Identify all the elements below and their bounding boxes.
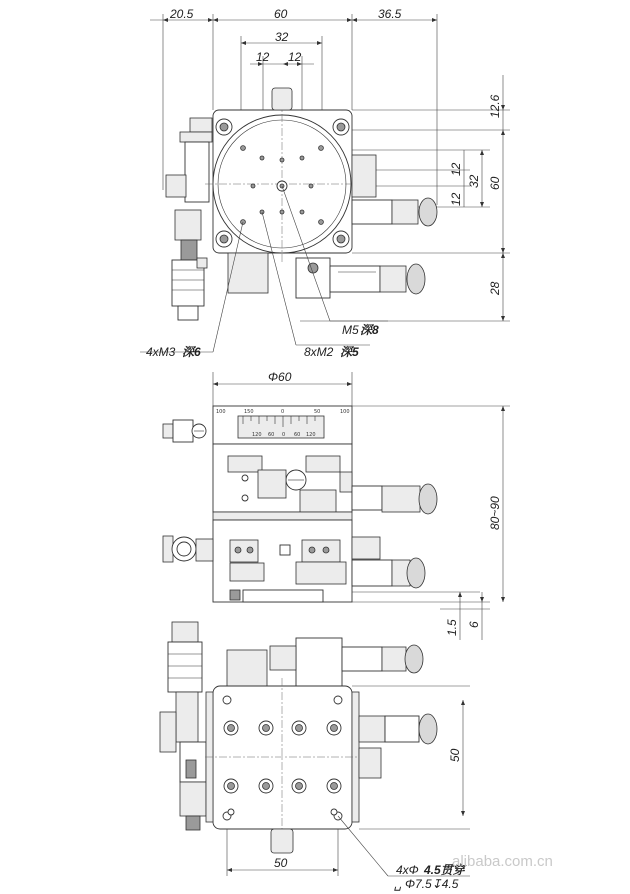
- dim-60-right: 60: [488, 176, 502, 190]
- dim-32-pattern: 32: [275, 30, 289, 44]
- scale-bot-tick-3: 60: [294, 432, 301, 438]
- dim-1-5: 1.5: [445, 619, 459, 636]
- dim-12-a: 12: [449, 162, 463, 176]
- dim-28-right: 28: [488, 281, 502, 295]
- watermark: alibaba.com.cn: [452, 853, 553, 870]
- dim-50-bottom: 50: [274, 856, 288, 870]
- scale-top-tick-3: 50: [314, 409, 321, 415]
- dim-12-6: 12.6: [488, 94, 502, 118]
- bottom-view: [160, 622, 470, 891]
- callout-through-hole-size: 4.5贯穿: [424, 863, 465, 877]
- front-view: [163, 370, 510, 640]
- dim-12-left: 12: [256, 50, 270, 64]
- top-view: [140, 7, 510, 359]
- dim-12-right: 12: [288, 50, 302, 64]
- dim-6: 6: [467, 621, 481, 628]
- callout-m5: M5: [342, 323, 359, 337]
- callout-through-hole: 4xΦ: [396, 863, 419, 877]
- dim-36-5: 36.5: [378, 7, 402, 21]
- scale-top-tick-4: 100: [340, 409, 350, 415]
- dim-50-right: 50: [448, 748, 462, 762]
- callout-counterbore: ␣ Φ7.5↧4.5: [394, 877, 459, 891]
- dim-phi-60: Φ60: [268, 370, 292, 384]
- scale-top-tick-1: 150: [244, 409, 254, 415]
- callout-m2-depth: 深5: [340, 345, 359, 359]
- dim-12-b: 12: [449, 192, 463, 206]
- scale-bot-tick-0: 120: [252, 432, 262, 438]
- scale-bot-tick-1: 60: [268, 432, 275, 438]
- dim-32-right: 32: [467, 174, 481, 188]
- scale-top-tick-2: 0: [281, 409, 285, 415]
- scale-bot-tick-2: 0: [282, 432, 286, 438]
- dim-20-5: 20.5: [170, 7, 194, 21]
- callout-m3-depth: 深6: [182, 345, 201, 359]
- callout-m2: 8xM2: [304, 345, 334, 359]
- dim-60-top: 60: [274, 7, 288, 21]
- scale-bot-tick-4: 120: [306, 432, 316, 438]
- callout-m3: 4xM3: [146, 345, 176, 359]
- scale-top-tick-0: 100: [216, 409, 226, 415]
- dim-80-90: 80~90: [488, 496, 502, 530]
- callout-m5-depth: 深8: [360, 323, 379, 337]
